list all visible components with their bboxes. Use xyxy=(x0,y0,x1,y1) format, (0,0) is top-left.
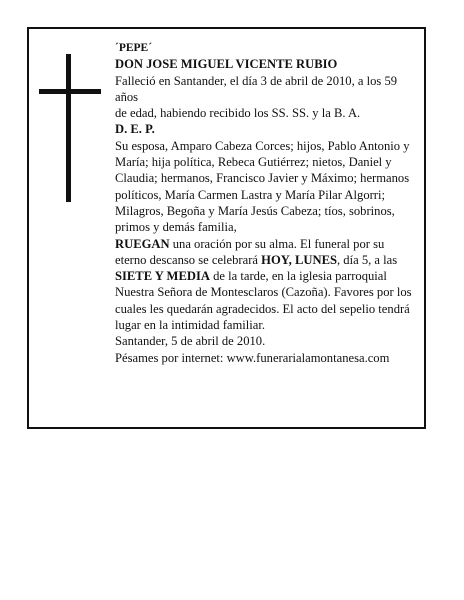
cross-horizontal-bar xyxy=(39,89,101,94)
nickname: ´PEPE´ xyxy=(115,42,153,54)
request-text-day: , día 5, a las xyxy=(336,252,398,267)
family-list: Su esposa, Amparo Cabeza Corces; hijos, Pablo Antonio y María; hija política, Rebeca Gutiérrez; nietos, Daniel y Claudia; hermanos, Francisco Javier y Máximo; hermanos políticos, María Carmen Lastra y María Pilar Algorri; Milagros, Begoña y María Jesús Cabeza; tíos, sobrinos, primos y demás familia, xyxy=(115,138,410,235)
death-announcement-continued: de edad, habiendo recibido los SS. SS. y la B. A. xyxy=(115,106,361,121)
funeral-request xyxy=(115,236,417,334)
request-text-place: de la tarde, en la iglesia parroquial Nuestra Señora de Montesclaros (Cazoña). Favores por los cuales les quedarán agradecidos. El acto del sepelio tendrá lugar en la intimidad familiar. xyxy=(115,269,412,333)
place-and-date: Santander, 5 de abril de 2010. xyxy=(115,334,266,349)
funeral-time: SIETE Y MEDIA xyxy=(115,269,210,284)
request-keyword: RUEGAN xyxy=(115,236,170,251)
funeral-day: HOY, LUNES xyxy=(261,252,337,267)
deceased-name: DON JOSE MIGUEL VICENTE RUBIO xyxy=(115,57,338,72)
rest-in-peace: D. E. P. xyxy=(115,122,155,137)
request-text: una oración por su alma. El funeral por su eterno descanso se celebrará xyxy=(115,236,385,267)
obituary-text xyxy=(115,40,417,366)
condolences-line: Pésames por internet: www.funerarialamontanesa.com xyxy=(115,350,390,365)
death-announcement: Falleció en Santander, el día 3 de abril de 2010, a los 59 años xyxy=(115,73,398,104)
obituary-notice xyxy=(27,27,426,429)
cross-icon xyxy=(39,54,101,202)
cross-vertical-bar xyxy=(66,54,71,202)
